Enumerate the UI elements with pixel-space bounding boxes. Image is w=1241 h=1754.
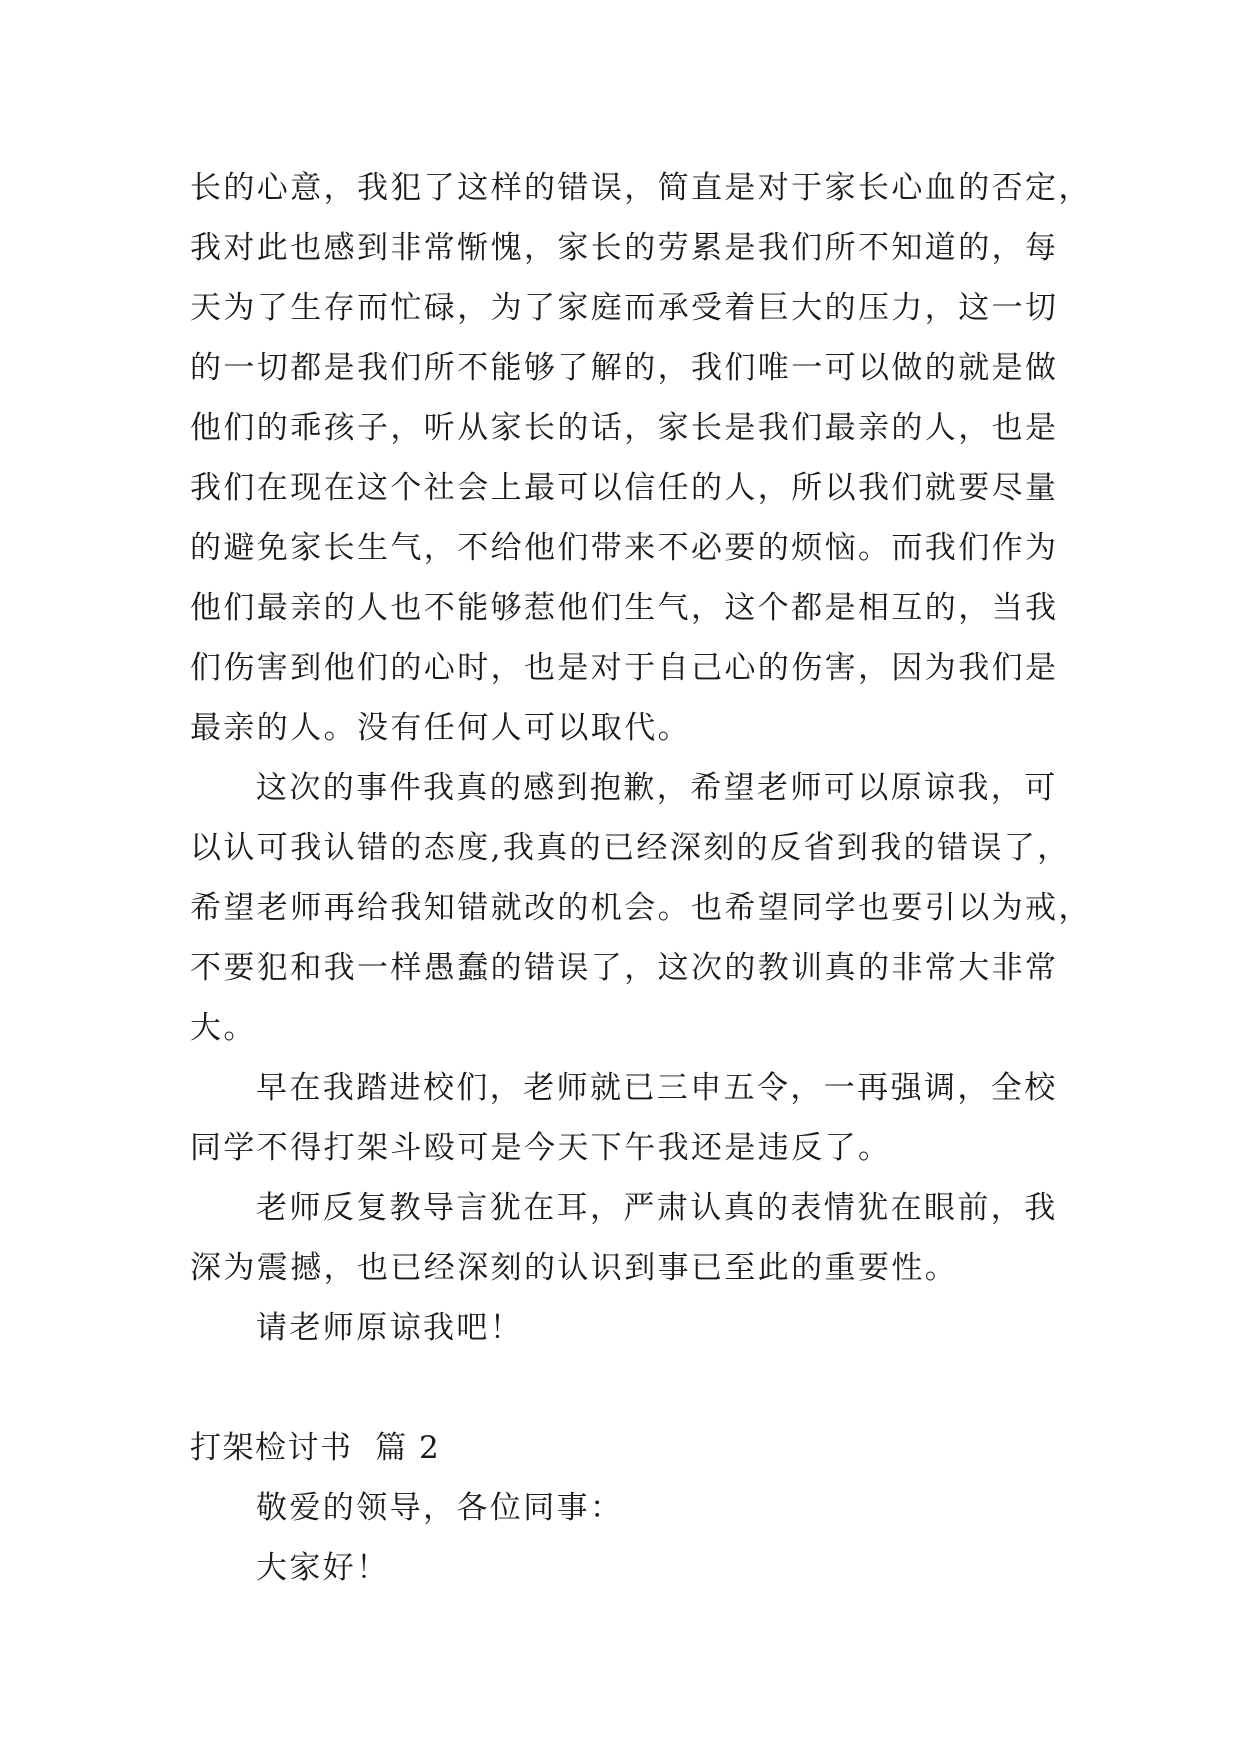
text-line: 他们的乖孩子，听从家长的话，家长是我们最亲的人，也是 — [190, 410, 1059, 446]
paragraph-2 — [190, 758, 1092, 1058]
salutation: 敬爱的领导，各位同事： — [256, 1490, 624, 1526]
text-line: 长的心意，我犯了这样的错误，简直是对于家长心血的否定， — [190, 170, 1092, 206]
paragraph-5 — [190, 1298, 1052, 1358]
text-line: 这次的事件我真的感到抱歉，希望老师可以原谅我，可 — [256, 770, 1058, 806]
paragraph-1 — [190, 158, 1092, 758]
text-line: 希望老师再给我知错就改的机会。也希望同学也要引以为戒， — [190, 890, 1092, 926]
paragraph-3 — [190, 1058, 1058, 1178]
spacer — [190, 1358, 1052, 1418]
section-2 — [190, 1418, 1052, 1598]
text-line: 大。 — [190, 1010, 257, 1046]
text-line: 天为了生存而忙碌，为了家庭而承受着巨大的压力，这一切 — [190, 290, 1059, 326]
document-body — [190, 158, 1092, 1598]
text-line: 他们最亲的人也不能够惹他们生气，这个都是相互的，当我 — [190, 590, 1059, 626]
text-line: 不要犯和我一样愚蠢的错误了，这次的教训真的非常大非常 — [190, 950, 1059, 986]
text-line: 以认可我认错的态度,我真的已经深刻的反省到我的错误了， — [190, 830, 1071, 866]
text-line: 最亲的人。没有任何人可以取代。 — [190, 710, 691, 746]
text-line: 的一切都是我们所不能够了解的，我们唯一可以做的就是做 — [190, 350, 1059, 386]
paragraph-4 — [190, 1178, 1058, 1298]
text-line: 深为震撼，也已经深刻的认识到事已至此的重要性。 — [190, 1250, 959, 1286]
text-line: 早在我踏进校们，老师就已三申五令，一再强调，全校 — [256, 1070, 1058, 1106]
text-line: 老师反复教导言犹在耳，严肃认真的表情犹在眼前，我 — [256, 1190, 1058, 1226]
closing-line: 请老师原谅我吧！ — [256, 1310, 524, 1346]
section-heading: 打架检讨书 篇 2 — [190, 1430, 441, 1466]
text-line: 同学不得打架斗殴可是今天下午我还是违反了。 — [190, 1130, 892, 1166]
greeting: 大家好！ — [256, 1550, 390, 1586]
text-line: 我们在现在这个社会上最可以信任的人，所以我们就要尽量 — [190, 470, 1059, 506]
text-line: 我对此也感到非常惭愧，家长的劳累是我们所不知道的，每 — [190, 230, 1059, 266]
text-line: 的避免家长生气，不给他们带来不必要的烦恼。而我们作为 — [190, 530, 1059, 566]
text-line: 们伤害到他们的心时，也是对于自己心的伤害，因为我们是 — [190, 650, 1059, 686]
